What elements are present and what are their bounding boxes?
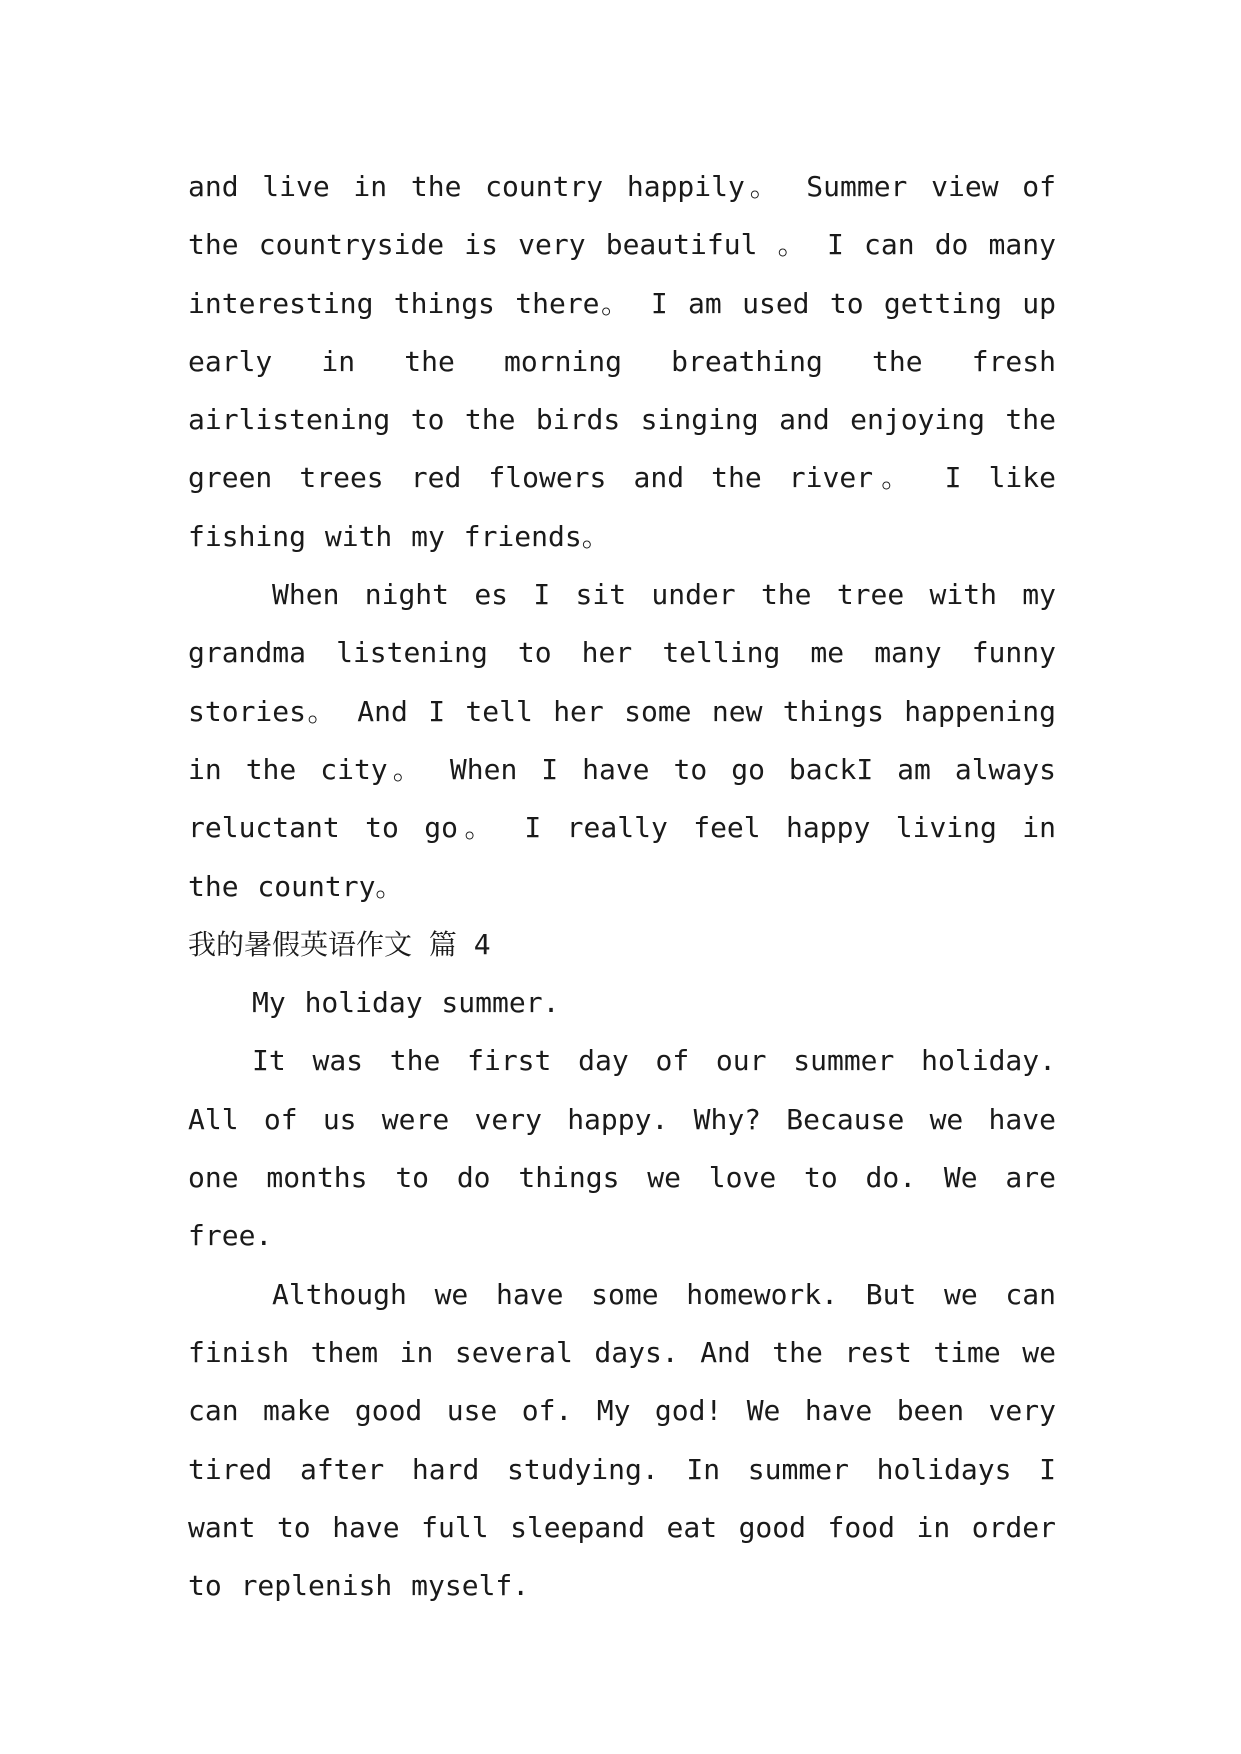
essay-paragraph-first-day: It was the first day of our summer holiday. All of us were very happy. Why? Because we have one months to do things we love to do. We are free. [188,1044,1056,1253]
document-page [188,158,1056,1615]
essay-title: My holiday summer. [252,986,560,1020]
section-heading: 我的暑假英语作文 篇 4 [188,927,491,961]
essay-paragraph-homework: Although we have some homework. But we can finish them in several days. And the rest time we can make good use of. My god! We have been very tired after hard studying. In summer holidays I want to have full sleepand eat good food in order to replenish myself. [188,1277,1056,1603]
paragraph-night-grandma: When night es I sit under the tree with my grandma listening to her telling me many funny stories。 And I tell her some new things happening in the city。 When I have to go backI am always reluctant to go。 I really feel happy living in the country。 [188,578,1056,903]
paragraph-country-life: and live in the country happily。 Summer view of the countryside is very beautiful 。 I can do many interesting things there。 I am used to getting up early in the morning breathing the fresh airlistening to the birds singing and enjoying the green trees red flowers and the river。 I like fishing with my friends。 [188,170,1056,553]
